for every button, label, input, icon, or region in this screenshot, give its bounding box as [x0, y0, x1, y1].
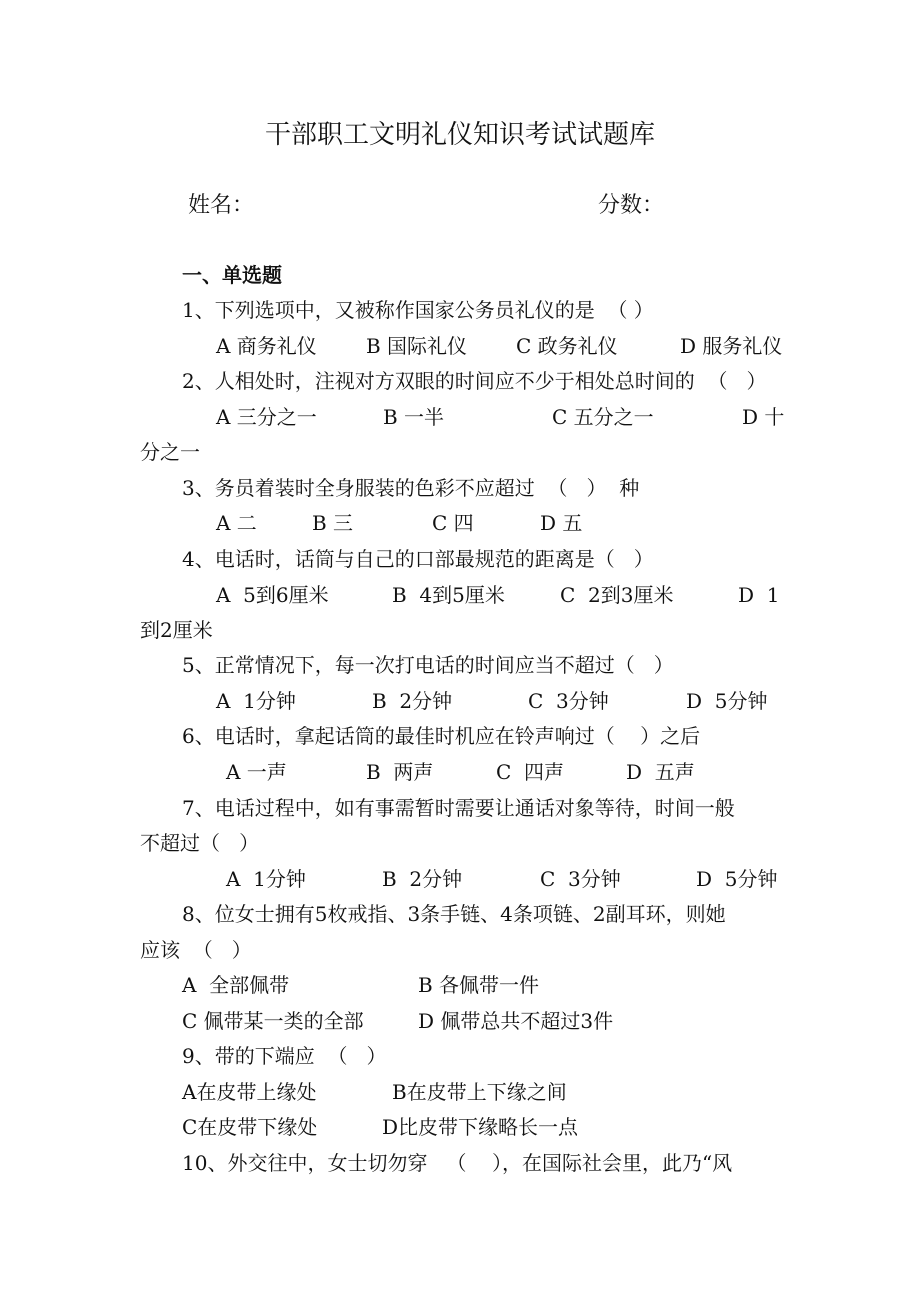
- option-b: B 各佩带一件: [418, 973, 540, 997]
- option-a: A 1分钟: [226, 867, 306, 891]
- option-b: B 一半: [383, 405, 445, 429]
- option-b: B 4到5厘米: [392, 583, 505, 607]
- option-c: C 3分钟: [528, 689, 609, 713]
- option-d: D比皮带下缘略长一点: [382, 1115, 579, 1139]
- question-stem: 1、下列选项中，又被称作国家公务员礼仪的是 （ ）: [182, 298, 654, 322]
- option-a: A 二: [216, 511, 257, 535]
- question-stem: 7、电话过程中，如有事需暂时需要让通话对象等待，时间一般: [182, 796, 735, 820]
- option-b: B 国际礼仪: [366, 334, 468, 358]
- question-stem: 2、人相处时，注视对方双眼的时间应不少于相处总时间的 （ ）: [182, 369, 767, 393]
- question-stem: 8、位女士拥有5枚戒指、3条手链、4条项链、2副耳环，则她: [182, 902, 726, 926]
- question-stem: 6、电话时，拿起话筒的最佳时机应在铃声响过（ ）之后: [182, 724, 701, 748]
- question-stem: 9、带的下端应 （ ）: [182, 1044, 387, 1068]
- question-stem: 3、务员着装时全身服装的色彩不应超过 （ ） 种: [182, 476, 640, 500]
- option-d: D 1: [738, 583, 780, 607]
- question-stem: 10、外交往中，女士切勿穿 （ ），在国际社会里，此乃“风: [182, 1151, 733, 1175]
- question-stem: 5、正常情况下，每一次打电话的时间应当不超过（ ）: [182, 653, 674, 677]
- option-wrap: 分之一: [140, 440, 200, 464]
- option-b: B 2分钟: [372, 689, 453, 713]
- option-d: D 五声: [626, 760, 695, 784]
- option-a: A 三分之一: [216, 405, 317, 429]
- option-d: D 十: [742, 405, 785, 429]
- option-c: C 四: [432, 511, 474, 535]
- option-c: C 3分钟: [540, 867, 621, 891]
- option-d: D 佩带总共不超过3件: [418, 1009, 614, 1033]
- option-a: A在皮带上缘处: [182, 1080, 317, 1104]
- option-a: A 商务礼仪: [216, 334, 317, 358]
- option-d: D 5分钟: [696, 867, 778, 891]
- option-b: B在皮带上下缘之间: [392, 1080, 567, 1104]
- option-a: A 一声: [226, 760, 287, 784]
- score-field-label: 分数：: [598, 193, 665, 218]
- section-title: 一、单选题: [182, 263, 282, 287]
- question-stem: 4、电话时，话筒与自己的口部最规范的距离是（ ）: [182, 547, 654, 571]
- option-c: C 2到3厘米: [560, 583, 674, 607]
- option-c: C 佩带某一类的全部: [182, 1009, 364, 1033]
- option-a: A 全部佩带: [182, 973, 290, 997]
- option-a: A 1分钟: [216, 689, 296, 713]
- option-c: C 五分之一: [552, 405, 654, 429]
- question-stem-continued: 应该 （ ）: [140, 938, 252, 962]
- option-b: B 两声: [366, 760, 434, 784]
- option-d: D 服务礼仪: [680, 334, 783, 358]
- name-field-label: 姓名：: [188, 193, 255, 218]
- option-d: D 5分钟: [686, 689, 768, 713]
- option-c: C 政务礼仪: [516, 334, 618, 358]
- option-a: A 5到6厘米: [216, 583, 329, 607]
- question-stem-continued: 不超过（ ）: [140, 831, 260, 855]
- option-c: C在皮带下缘处: [182, 1115, 318, 1139]
- option-b: B 2分钟: [382, 867, 463, 891]
- option-d: D 五: [540, 511, 583, 535]
- page-title: 干部职工文明礼仪知识考试试题库: [264, 120, 655, 150]
- option-wrap: 到2厘米: [140, 618, 213, 642]
- option-b: B 三: [312, 511, 354, 535]
- option-c: C 四声: [496, 760, 565, 784]
